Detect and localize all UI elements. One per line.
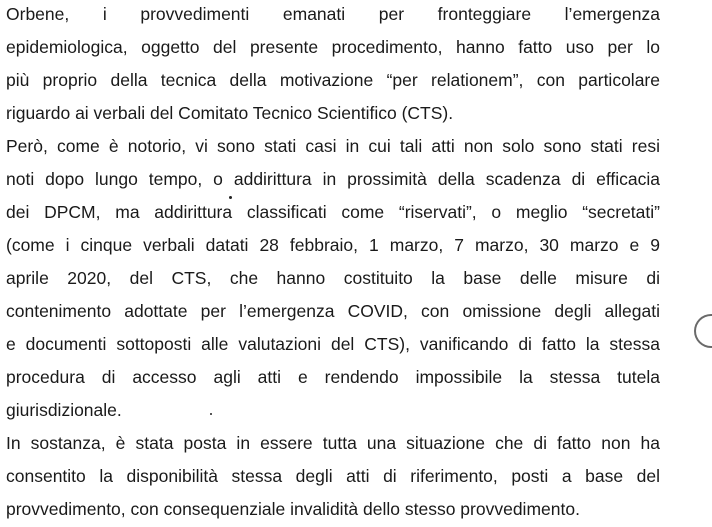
text-line-6: noti dopo lungo tempo, o addirittura in prossimità della scadenza di efficacia — [6, 169, 660, 189]
text-line-11: e documenti sottoposti alle valutazioni del CTS), vanificando di fatto la stessa — [6, 334, 660, 354]
text-line-7: dei DPCM, ma addirittura classificati come “riservati”, o meglio “secretati” — [6, 202, 660, 222]
text-line-14: In sostanza, è stata posta in essere tutta una situazione che di fatto non ha — [6, 433, 660, 453]
scan-speck — [210, 413, 212, 415]
text-line-3: più proprio della tecnica della motivazione “per relationem”, con particolare — [6, 70, 660, 90]
text-line-12: procedura di accesso agli atti e rendendo impossibile la stessa tutela — [6, 367, 660, 387]
text-line-8: (come i cinque verbali datati 28 febbraio, 1 marzo, 7 marzo, 30 marzo e 9 — [6, 235, 660, 255]
scan-speck — [229, 196, 232, 199]
text-line-4: riguardo ai verbali del Comitato Tecnico Scientifico (CTS). — [6, 103, 454, 123]
text-line-15: consentito la disponibilità stessa degli atti di riferimento, posti a base del — [6, 466, 660, 486]
text-line-13: giurisdizionale. — [6, 400, 122, 420]
text-line-5: Però, come è notorio, vi sono stati casi in cui tali atti non solo sono stati resi — [6, 136, 660, 156]
text-line-2: epidemiologica, oggetto del presente procedimento, hanno fatto uso per lo — [6, 37, 660, 57]
text-line-10: contenimento adottate per l’emergenza COVID, con omissione degli allegati — [6, 301, 660, 321]
margin-hole-mark — [694, 314, 712, 348]
text-line-1: Orbene, i provvedimenti emanati per fronteggiare l’emergenza — [6, 4, 660, 24]
text-line-16: provvedimento, con consequenziale invalidità dello stesso provvedimento. — [6, 499, 580, 519]
text-line-9: aprile 2020, del CTS, che hanno costituito la base delle misure di — [6, 268, 660, 288]
